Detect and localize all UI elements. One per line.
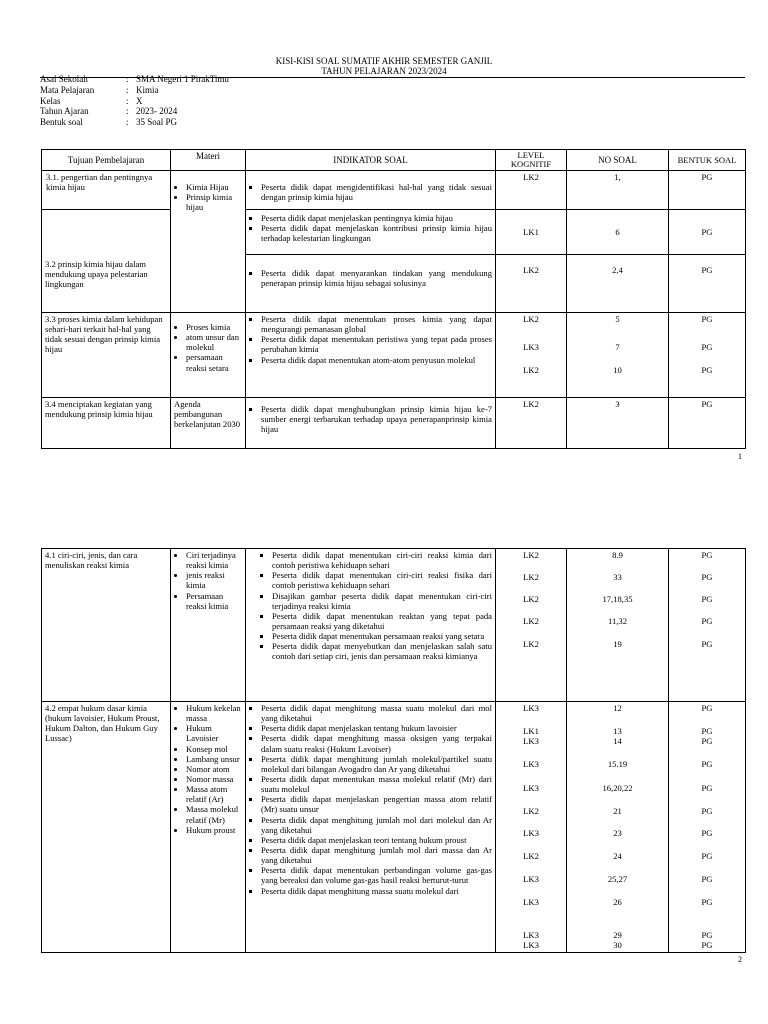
materi-cell: • Proses kimia • atom unsur dan molekul • persamaan reaksi setara [171,313,246,398]
nosoal-cell: 6 [567,210,669,255]
tujuan-3-4: 3.4 menciptakan kegiatan yang mendukung prinsip kimia hijau [42,398,171,449]
nosoal-cell: 1, [567,171,669,210]
kisi-table-1 [41,149,746,449]
bentuk-cell: PG PG PG PG PG PG PG PG PG PG PG PG [669,702,746,953]
level-cell: LK2 [496,255,567,313]
header-bentuk: BENTUK SOAL [669,150,746,171]
header-nosoal: NO SOAL [567,150,669,171]
tujuan-3-3: 3.3 proses kimia dalam kehidupan sehari-hari terkait hal-hal yang tidak sesuai dengan prinsip kimia hijau [42,313,171,398]
indikator-cell: ▪ Peserta didik dapat mengidentifikasi hal-hal yang tidak sesuai dengan prinsip kimia hijau [246,171,496,210]
indikator-cell: ▪ Peserta didik dapat menentukan ciri-ciri reaksi kimia dari contoh peristiwa kehiduapn sehari ▪ Peserta didik dapat menentukan ciri-ciri reaksi fisika dari contoh peristiwa kehiduapn sehari ▪ Disajikan gambar peserta didik dapat menentukan ciri-ciri terjadinya reaksi kimia ▪ Peserta didik dapat menentukan reaktan yang tepat pada persamaan reaksi yang diketahui ▪ Peserta didik dapat menentukan persamaan reaksi yang setara ▪ Peserta didik dapat menyebutkan dan menjelaskan salah satu contoh dari setiap ciri, jenis dan persamaan reaksi kimianya [246,549,496,702]
table-row [42,702,746,953]
table-row [42,398,746,449]
page-number: 1 [738,452,742,461]
materi-cell: • Ciri terjadinya reaksi kimia • jenis reaksi kimia • Persamaan reaksi kimia [171,549,246,702]
nosoal-cell: 5 7 10 [567,313,669,398]
materi-cell: Agenda pembangunan berkelanjutan 2030 [171,398,246,449]
tujuan-4-2: 4.2 empat hukum dasar kimia (hukum lavoisier, Hukum Proust, Hukum Dalton, dan Hukum Guy Lussac) [42,702,171,953]
level-cell: LK2 LK2 LK2 LK2 LK2 [496,549,567,702]
header-materi: Materi [171,150,246,171]
header-level: LEVEL KOGNITIF [496,150,567,171]
header-tujuan: Tujuan Pembelajaran [42,150,171,171]
meta-row: Tahun Ajaran : 2023- 2024 [40,106,178,117]
nosoal-cell: 2,4 [567,255,669,313]
table-row [42,210,746,255]
bentuk-cell: PG [669,210,746,255]
meta-row: Asal Sekolah : SMA Negeri 1 PirakTimu [40,74,229,84]
nosoal-cell: 12 13 14 15.19 16,20,22 21 23 24 25,27 26 29 30 [567,702,669,953]
bentuk-cell: PG [669,398,746,449]
materi-list: • Kimia Hijau • Prinsip kimia hijau [174,182,242,212]
tujuan-3-1: 3.1. pengertian dan pentingnya kimia hijau [42,171,171,210]
kisi-table-2 [41,548,746,953]
level-cell: LK2 [496,398,567,449]
document-subtitle: TAHUN PELAJARAN 2023/2024 [321,66,447,76]
indikator-cell: ▪ Peserta didik dapat menyarankan tindakan yang mendukung penerapan prinsip kimia hijau sebagai solusinya [246,255,496,313]
level-cell: LK1 [496,210,567,255]
school-info [40,74,229,128]
bentuk-cell: PG [669,171,746,210]
document-title: KISI-KISI SOAL SUMATIF AKHIR SEMESTER GANJIL [275,56,493,66]
header-indikator: INDIKATOR SOAL [246,150,496,171]
bentuk-cell: PG [669,255,746,313]
level-cell: LK3 LK1 LK3 LK3 LK3 LK2 LK3 LK2 LK3 LK3 LK3 LK3 [496,702,567,953]
page-number: 2 [738,955,742,964]
table-row [42,171,746,210]
table-header-row [42,150,746,171]
meta-row: Mata Pelajaran : Kimia [40,84,159,95]
level-cell: LK2 LK3 LK2 [496,313,567,398]
meta-row: Bentuk soal : 35 Soal PG [40,117,178,128]
table-row [42,549,746,702]
tujuan-3-2: 3.2 prinsip kimia hijau dalam mendukung upaya pelestarian lingkungan [42,210,171,313]
tujuan-4-1: 4.1 ciri-ciri, jenis, dan cara menuliskan reaksi kimia [42,549,171,702]
indikator-cell: ▪ Peserta didik dapat menghubungkan prinsip kimia hijau ke-7 sumber energi terbarukan terhadap upaya penerapanprinsip kimia hijau [246,398,496,449]
indikator-cell: ▪ Peserta didik dapat menghitung massa suatu molekul dari mol yang diketahui ▪ Peserta didik dapat menjelaskan tentang hukum lavoisier ▪ Peserta didik dapat menghitung massa oksigen yang terpakai dalam suatu reaksi (Hukum Lavoiser) ▪ Peserta didik dapat menghitung jumlah molekul/partikel suatu molekul dari bilangan Avogadro dan Ar yang diketahui ▪ Peserta didik dapat menentukan massa molekul relatif (Mr) dari suatu molekul ▪ Peserta didik dapat menjelaskan pengertian massa atom relatif (Mr) suatu unsur ▪ Peserta didik dapat menghitung jumlah mol dari molekul dan Ar yang diketahui ▪ Peserta didik dapat menjelaskan teori tentang hukum proust ▪ Peserta didik dapat menghitung jumlah mol dari massa dan Ar yang diketahui ▪ Peserta didik dapat menentukan perbandingan volume gas-gas yang bereaksi dan volume gas-gas hasil reaksi berturut-turut ▪ Peserta didik dapat menghitung massa suatu molekul dari [246,702,496,953]
bentuk-cell: PG PG PG PG PG [669,549,746,702]
table-row [42,313,746,398]
indikator-cell: ▪ Peserta didik dapat menentukan proses kimia yang dapat mengurangi pemanasan global ▪ Peserta didik dapat menentukan peristiwa yang tepat pada proses perubahan kimia ▪ Peserta didik dapat menentukan atom-atom penyusun molekul [246,313,496,398]
materi-cell [171,171,246,313]
materi-cell: • Hukum kekelan massa • Hukum Lavoisier • Konsep mol • Lambang unsur • Nomor atom • Nomor massa • Massa atom relatif (Ar) • Massa molekul relatif (Mr) • Hukum proust [171,702,246,953]
nosoal-cell: 8.9 33 17,18,35 11,32 19 [567,549,669,702]
level-cell: LK2 [496,171,567,210]
bentuk-cell: PG PG PG [669,313,746,398]
nosoal-cell: 3 [567,398,669,449]
indikator-cell: ▪ Peserta didik dapat menjelaskan pentingnya kimia hijau ▪ Peserta didik dapat menjelaskan kontribusi prinsip kimia hijau terhadap kelestarian lingkungan [246,210,496,255]
meta-row: Kelas : X [40,95,143,106]
